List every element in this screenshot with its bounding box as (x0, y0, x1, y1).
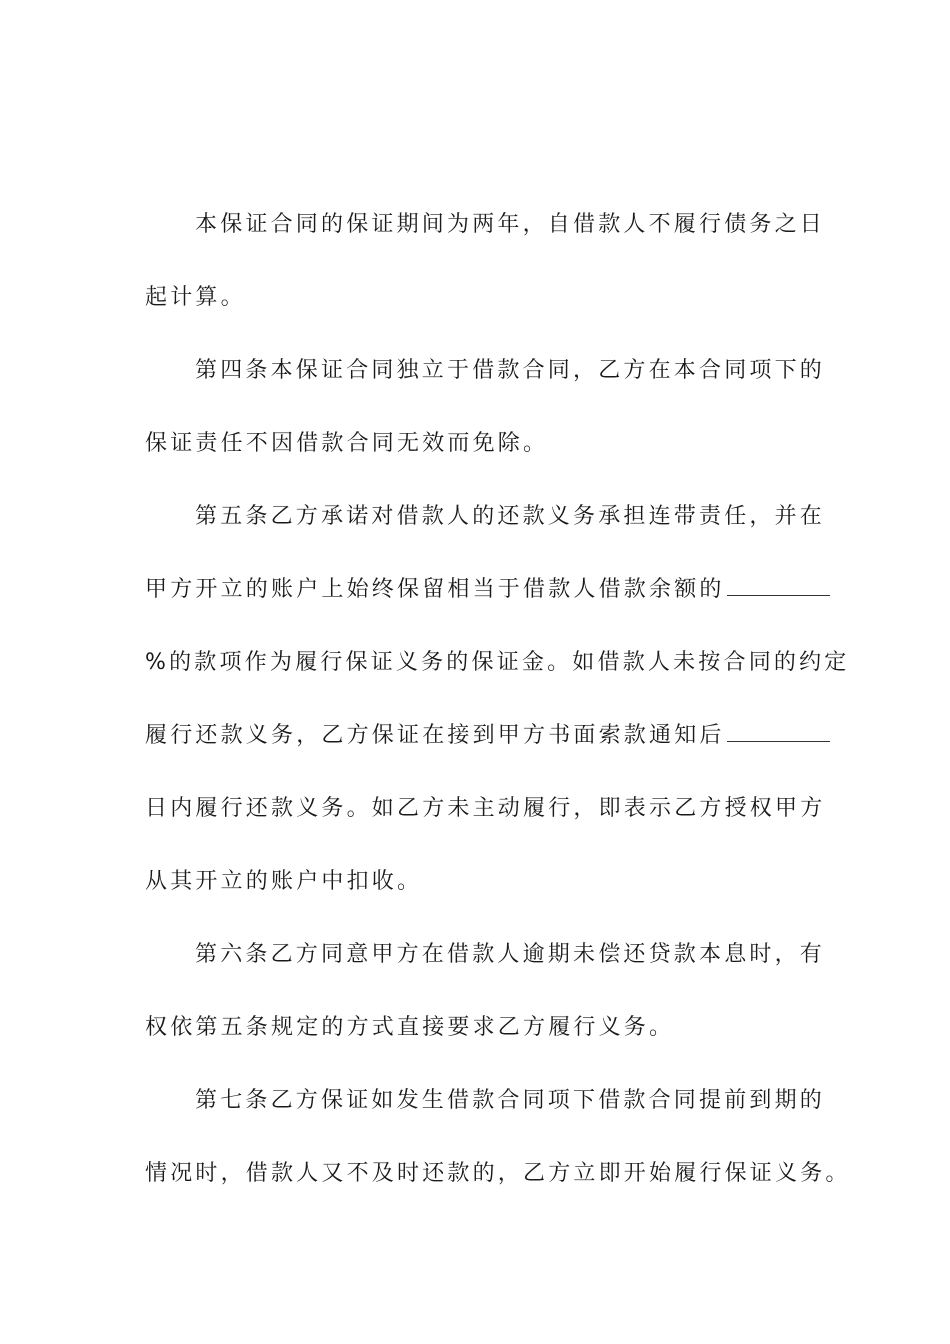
paragraph-line (145, 422, 810, 495)
paragraph-line (145, 203, 826, 276)
paragraph-line (145, 714, 810, 787)
line-text: 第六条乙方同意甲方在借款人逾期未偿还贷款本息时，有 (195, 942, 826, 967)
paragraph-line (145, 787, 826, 860)
line-text: 履行还款义务，乙方保证在接到甲方书面索款通知后 (145, 723, 725, 748)
line-text: 本保证合同的保证期间为两年，自借款人不履行债务之日 (195, 212, 826, 237)
paragraph-line (145, 933, 826, 1006)
fill-in-blank (727, 573, 830, 596)
line-text: 从其开立的账户中扣收。 (145, 869, 423, 894)
paragraph-line (145, 860, 810, 933)
paragraph-line (145, 641, 850, 714)
line-text: 甲方开立的账户上始终保留相当于借款人借款余额的 (145, 577, 725, 602)
paragraph-line (145, 1152, 851, 1225)
line-text: 日内履行还款义务。如乙方未主动履行，即表示乙方授权甲方 (145, 796, 826, 821)
paragraph-line (145, 276, 810, 349)
document-body (145, 203, 851, 1225)
line-text: %的款项作为履行保证义务的保证金。如借款人未按合同的约定 (145, 650, 850, 675)
line-text: 第四条本保证合同独立于借款合同，乙方在本合同项下的 (195, 358, 826, 383)
paragraph-line (145, 1079, 826, 1152)
paragraph-line (145, 349, 826, 422)
paragraph-line (145, 495, 826, 568)
line-text: 情况时，借款人又不及时还款的，乙方立即开始履行保证义务。 (145, 1161, 851, 1186)
paragraph-line (145, 568, 810, 641)
fill-in-blank (727, 719, 830, 742)
paragraph-line (145, 1006, 810, 1079)
line-text: 第七条乙方保证如发生借款合同项下借款合同提前到期的 (195, 1088, 826, 1113)
line-text: 保证责任不因借款合同无效而免除。 (145, 431, 549, 456)
line-text: 第五条乙方承诺对借款人的还款义务承担连带责任，并在 (195, 504, 826, 529)
line-text: 起计算。 (145, 285, 246, 310)
line-text: 权依第五条规定的方式直接要求乙方履行义务。 (145, 1015, 675, 1040)
